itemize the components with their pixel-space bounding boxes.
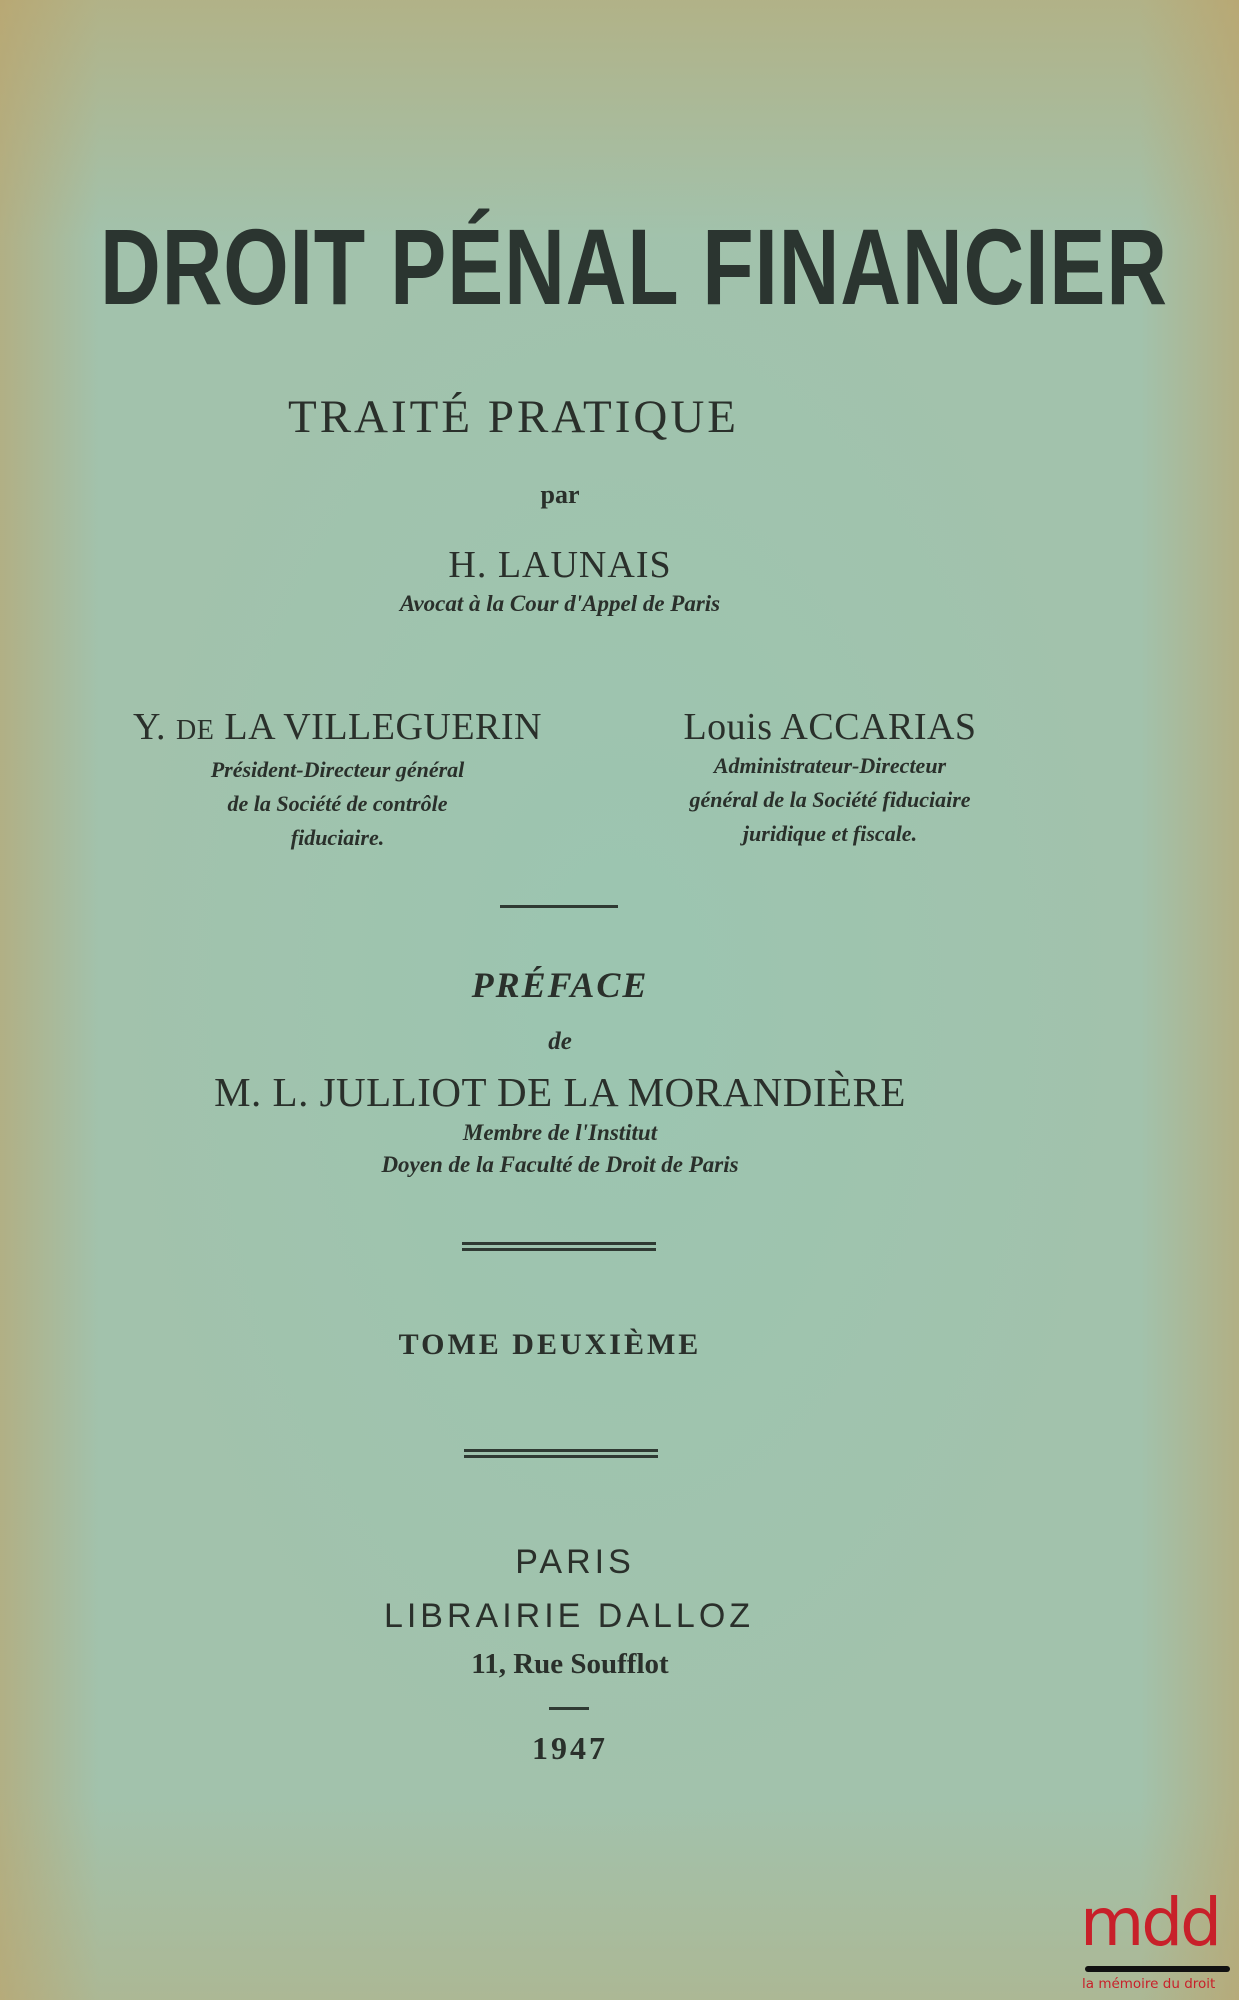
co-author-role-line: général de la Société fiduciaire [689,787,971,812]
double-divider-rule [464,1449,658,1458]
book-title: DROIT PÉNAL FINANCIER [100,206,1168,327]
co-author-role-line: juridique et fiscale. [742,821,918,846]
mdd-logo-icon: mdd [1080,1884,1220,1961]
double-divider-rule [462,1242,656,1251]
co-author-role-line: Administrateur-Directeur [713,753,947,778]
co-author-role-line: de la Société de contrôle [227,791,448,816]
imprint-publisher: LIBRAIRIE DALLOZ [383,1597,755,1635]
logo-underline-bar [1085,1966,1230,1972]
mdd-watermark-logo [1080,1884,1235,1998]
preface-author-role: Membre de l'Institut [462,1120,658,1145]
co-author-role-line: Président-Directeur général [210,757,465,782]
imprint-city: PARIS [515,1543,635,1581]
preface-label: PRÉFACE [471,965,649,1005]
imprint-year: 1947 [532,1730,608,1766]
co-author-villeguerin [110,705,565,855]
co-author-role-line: fiduciaire. [290,825,385,850]
main-author-name: H. LAUNAIS [448,544,672,586]
co-author-name: Louis ACCARIAS [683,706,977,748]
preface-author-name: M. L. JULLIOT DE LA MORANDIÈRE [214,1069,906,1115]
main-author-role: Avocat à la Cour d'Appel de Paris [399,591,721,616]
preface-by-label: de [548,1028,572,1055]
co-author-name: Y. DE LA VILLEGUERIN [132,706,543,748]
book-subtitle: TRAITÉ PRATIQUE [288,391,739,443]
preface-author-role: Doyen de la Faculté de Droit de Paris [381,1152,739,1177]
by-label: par [540,480,580,509]
co-author-accarias [665,705,995,851]
volume-label: TOME DEUXIÈME [398,1328,702,1361]
short-dash-rule [549,1707,589,1710]
logo-tagline: la mémoire du droit [1082,1976,1216,1992]
imprint-address: 11, Rue Soufflot [471,1648,669,1680]
divider-rule [500,905,618,908]
